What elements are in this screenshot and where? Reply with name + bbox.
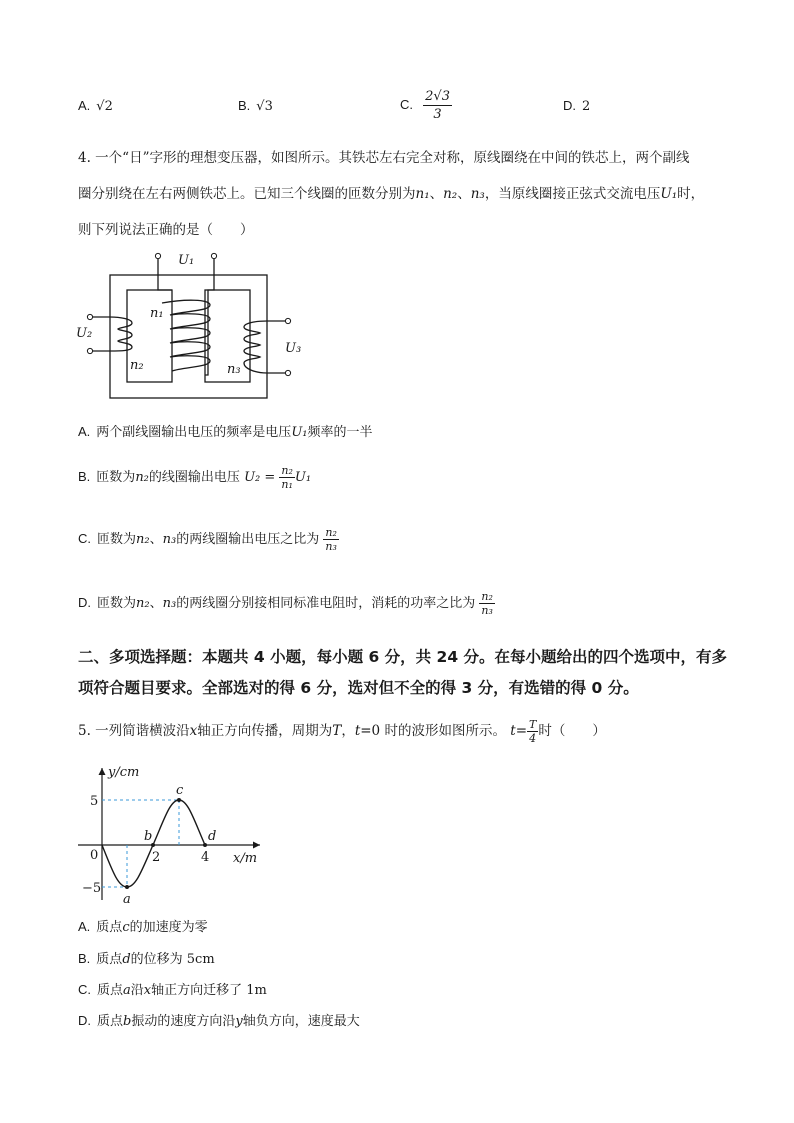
point-d: [203, 843, 207, 847]
q3-option-b: [238, 98, 273, 114]
text: 匝数为: [96, 470, 136, 485]
q4-option-a: [78, 421, 373, 440]
frac-denominator: n₃: [481, 604, 493, 617]
symbol-n2: n₂: [443, 186, 458, 202]
fraction: [323, 526, 339, 553]
text: =0 时的波形如图所示。: [360, 723, 506, 739]
transformer-figure: [70, 245, 310, 405]
symbol-u1: U₁: [294, 470, 312, 485]
terminal: [285, 318, 290, 323]
terminal: [211, 253, 216, 258]
symbol-x: x: [143, 983, 152, 998]
symbol-n3: n₃: [162, 532, 177, 547]
label-c: c: [176, 783, 184, 798]
symbol-u2: U₂ =: [244, 470, 276, 485]
x-axis-label: x/m: [233, 851, 258, 866]
option-label: C.: [78, 531, 91, 546]
text: 匝数为: [97, 532, 137, 547]
text: 质点: [97, 1014, 124, 1029]
option-label: A.: [78, 424, 91, 439]
symbol-n3: n₃: [470, 186, 485, 202]
frac-denominator: n₃: [325, 540, 337, 553]
symbol-point: c: [122, 920, 130, 935]
point-c: [177, 798, 181, 802]
option-label: B.: [78, 951, 91, 966]
option-label: C.: [400, 97, 413, 112]
option-label: A.: [78, 919, 91, 934]
symbol-n1: n₁: [415, 186, 430, 202]
label-n3: n₃: [227, 362, 241, 377]
symbol-u1: U₁: [660, 186, 678, 202]
symbol-T: T: [332, 723, 342, 739]
option-label: D.: [78, 595, 91, 610]
fraction: [279, 464, 295, 491]
option-label: C.: [78, 982, 91, 997]
text: 、: [149, 596, 163, 611]
symbol-point: b: [123, 1014, 132, 1029]
text: 的线圈输出电压: [148, 470, 240, 485]
label-n2: n₂: [130, 358, 144, 373]
frac-numerator: n₂: [281, 464, 293, 477]
symbol-u1: U₁: [291, 425, 308, 440]
symbol-n2: n₂: [136, 596, 150, 611]
option-label: D.: [78, 1013, 91, 1028]
tick-y5: 5: [90, 794, 99, 809]
text: 、: [429, 186, 444, 202]
symbol-n3: n₃: [162, 596, 177, 611]
terminal: [155, 253, 160, 258]
option-label: D.: [563, 98, 576, 113]
section-heading-line1: 二、多项选择题：本题共 4 小题，每小题 6 分，共 24 分。在每小题给出的四个选项中，有多: [78, 648, 728, 666]
text: 、: [457, 186, 471, 202]
symbol-y: y: [235, 1014, 243, 1029]
text: 振动的速度方向沿: [131, 1014, 236, 1029]
y-axis-label: y/cm: [108, 765, 140, 780]
label-n1: n₁: [150, 306, 164, 321]
q4-option-c: [78, 526, 339, 553]
text: 频率的一半: [307, 425, 373, 440]
text: 质点: [97, 983, 124, 998]
symbol-t: t: [510, 723, 516, 739]
label-U2: U₂: [76, 326, 93, 341]
point-a: [125, 885, 129, 889]
tick-y-5: −5: [82, 881, 102, 896]
q3-option-d: [563, 98, 590, 114]
text: 轴负方向，速度最大: [242, 1014, 360, 1029]
tick-origin: 0: [90, 848, 99, 863]
tick-x2: 2: [152, 850, 161, 865]
q5-stem: [78, 718, 606, 745]
symbol-t: t: [354, 723, 361, 739]
text: 的两线圈输出电压之比为: [176, 532, 320, 547]
label-U1: U₁: [178, 253, 195, 268]
text: 质点: [96, 952, 123, 967]
label-b: b: [144, 829, 153, 844]
text: ，: [341, 723, 355, 739]
symbol-n2: n₂: [135, 470, 149, 485]
q5-option-c: [78, 979, 267, 998]
text: 时（ ）: [538, 723, 606, 739]
q4-option-b: [78, 464, 311, 491]
text: 5. 一列简谐横波沿: [78, 723, 190, 739]
option-label: B.: [238, 98, 251, 113]
label-d: d: [208, 829, 217, 844]
text: 匝数为: [97, 596, 137, 611]
label-U3: U₃: [285, 341, 302, 356]
text: 轴正方向迁移了 1m: [151, 983, 267, 998]
text: 的加速度为零: [129, 920, 208, 935]
text: 、: [149, 532, 163, 547]
frac-numerator: n₂: [325, 526, 337, 539]
core-outer: [110, 275, 267, 398]
text: 轴正方向传播，周期为: [197, 723, 333, 739]
text: 圈分别绕在左右两侧铁芯上。已知三个线圈的匝数分别为: [78, 186, 416, 202]
frac-denominator: 4: [529, 732, 537, 745]
terminal: [87, 314, 92, 319]
wave-graph: [70, 760, 270, 910]
text: 时，: [677, 186, 705, 202]
option-value: √2: [96, 99, 113, 114]
fraction: [479, 590, 495, 617]
q5-option-d: [78, 1010, 360, 1029]
terminal: [87, 348, 92, 353]
frac-denominator: 3: [433, 107, 442, 122]
frac-numerator: n₂: [481, 590, 493, 603]
option-value: √3: [256, 99, 273, 114]
primary-coil: [162, 300, 210, 371]
option-fraction: [423, 88, 452, 123]
text: 两个副线圈输出电压的频率是电压: [96, 425, 292, 440]
text: ，当原线圈接正弦式交流电压: [484, 186, 661, 202]
q5-option-b: [78, 948, 215, 967]
text: =: [515, 723, 527, 739]
section-heading-line2: 项符合题目要求。全部选对的得 6 分，选对但不全的得 3 分，有选错的得 0 分。: [78, 679, 639, 697]
primary-lead-left: [158, 257, 172, 290]
fraction: [527, 718, 538, 745]
text: 质点: [96, 920, 123, 935]
text: 沿: [130, 983, 144, 998]
symbol-point: d: [122, 952, 131, 967]
q5-option-a: [78, 916, 208, 935]
frac-denominator: n₁: [281, 478, 293, 491]
terminal: [285, 370, 290, 375]
q4-option-d: [78, 590, 495, 617]
option-value: 2: [582, 99, 591, 114]
q4-stem-line3: 则下列说法正确的是（ ）: [78, 222, 254, 238]
tick-x4: 4: [201, 850, 210, 865]
q3-option-c: [400, 88, 452, 123]
symbol-point: a: [123, 983, 131, 998]
symbol-n2: n₂: [136, 532, 150, 547]
symbol-x: x: [189, 723, 198, 739]
text: 的位移为 5cm: [130, 952, 215, 967]
frac-numerator: T: [529, 718, 537, 731]
frac-numerator: 2√3: [425, 89, 450, 104]
q4-stem-line2: [78, 182, 704, 202]
q4-stem-line1: 4. 一个“日”字形的理想变压器，如图所示。其铁芯左右完全对称，原线圈绕在中间的铁芯上，两个副线: [78, 150, 690, 166]
secondary-coil-left: [92, 317, 132, 351]
option-label: B.: [78, 469, 91, 484]
text: 的两线圈分别接相同标准电阻时，消耗的功率之比为: [176, 596, 476, 611]
label-a: a: [123, 892, 131, 907]
q3-option-a: [78, 98, 113, 114]
option-label: A.: [78, 98, 91, 113]
